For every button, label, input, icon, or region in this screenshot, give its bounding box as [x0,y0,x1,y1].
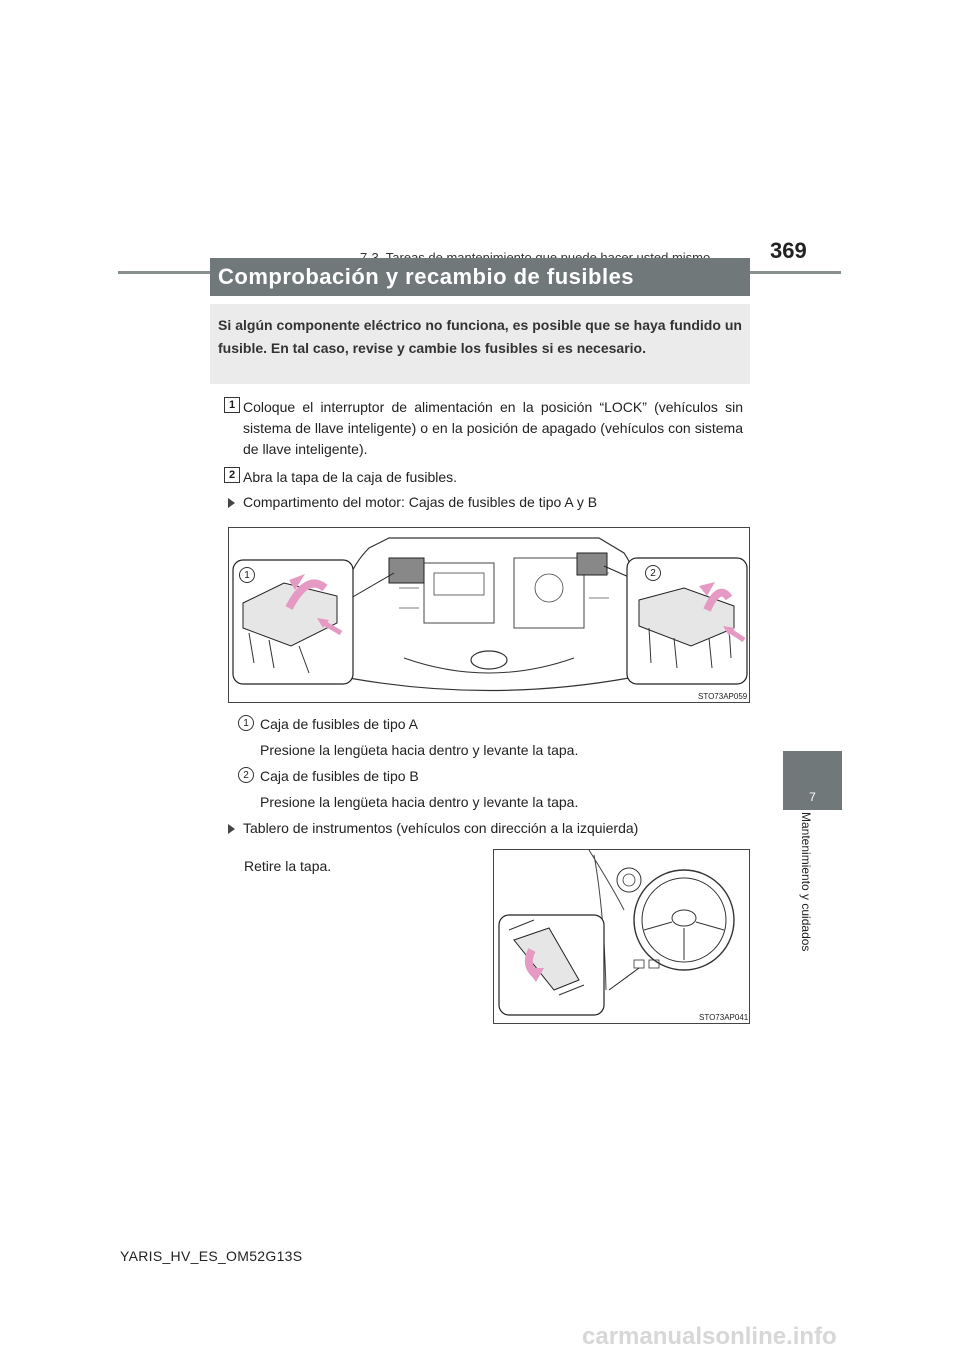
bullet-text: Tablero de instrumentos (vehículos con dirección a la izquierda) [243,820,639,836]
legend-callout-1: 1 [238,715,254,731]
engine-illustration [229,528,749,702]
watermark-logo [580,1322,952,1352]
figure-callout-1: 1 [239,567,255,583]
legend-desc-1: Presione la lengüeta hacia dentro y levante la tapa. [260,742,579,758]
legend-title-1: Caja de fusibles de tipo A [260,716,418,732]
step-text-2: Abra la tapa de la caja de fusibles. [243,469,458,485]
bullet-engine-compartment [228,494,597,510]
page-title: Comprobación y recambio de fusibles [210,258,750,296]
engine-fuse-box-figure [228,527,750,703]
remove-cover-text: Retire la tapa. [244,858,332,874]
document-code-footer: YARIS_HV_ES_OM52G13S [120,1248,303,1264]
step-number-1: 1 [224,397,240,413]
svg-text:carmanualsonline.info: carmanualsonline.info [582,1323,837,1350]
figure-code: STO73AP059 [698,692,748,701]
bullet-arrow-icon [228,824,235,834]
intro-box: Si algún componente eléctrico no funciona, es posible que se haya fundido un fusible. En tal caso, revise y cambie los fusibles si es necesario. [210,304,750,384]
legend-desc-2: Presione la lengüeta hacia dentro y levante la tapa. [260,794,579,810]
chapter-tab: 7 [783,751,842,810]
bullet-text: Compartimento del motor: Cajas de fusibles de tipo A y B [243,494,598,510]
step-number-2: 2 [224,467,240,483]
legend-callout-2: 2 [238,767,254,783]
figure-callout-2: 2 [645,565,661,581]
step-text-1: Coloque el interruptor de alimentación en la posición “LOCK” (vehículos sin sistema de llave inteligente) o en la posición de apagado (vehículos con sistema de llave inteligente). [243,399,743,457]
bullet-instrument-panel [228,820,638,836]
bullet-arrow-icon [228,498,235,508]
chapter-label: Mantenimiento y cuidados [799,812,813,952]
page-number: 369 [770,238,807,263]
dashboard-illustration [494,850,749,1023]
instrument-panel-figure [493,849,750,1024]
legend-title-2: Caja de fusibles de tipo B [260,768,419,784]
figure-code: STO73AP041 [699,1013,749,1022]
